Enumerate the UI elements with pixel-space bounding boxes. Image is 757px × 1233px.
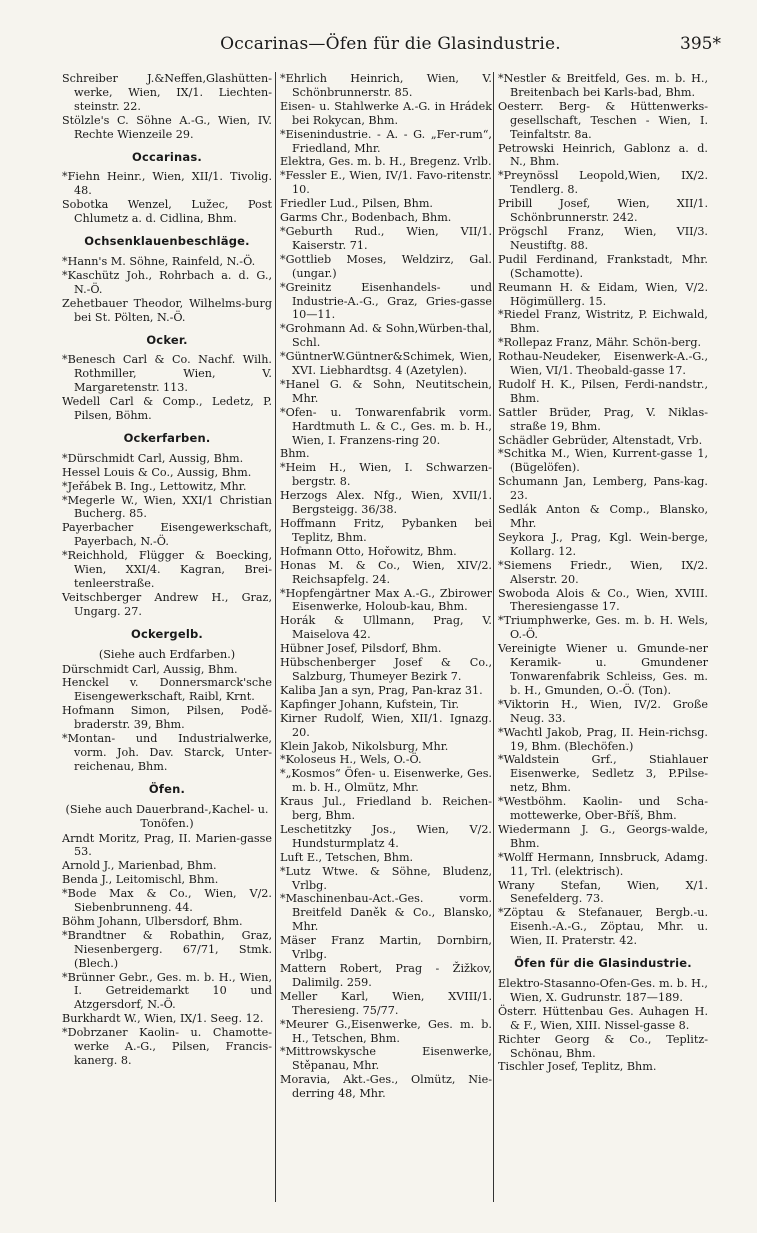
directory-entry: *Reichhold, Flügger & Boecking, Wien, XXI/4. Kagran, Brei-tenleerstraße. bbox=[62, 549, 272, 590]
directory-entry: *Benesch Carl & Co. Nachf. Wilh. Rothmiller, Wien, V. Margaretenstr. 113. bbox=[62, 353, 272, 395]
directory-entry: Meller Karl, Wien, XVIII/1. Theresieng. 75/77. bbox=[280, 989, 492, 1017]
directory-entry: *Westböhm. Kaolin- und Scha-mottewerke, Ober-Bříš, Bhm. bbox=[498, 795, 708, 823]
directory-entry: Friedler Lud., Pilsen, Bhm. bbox=[280, 197, 433, 211]
directory-entry: Schumann Jan, Lemberg, Pans-kag. 23. bbox=[498, 475, 708, 503]
directory-entry: *Fessler E., Wien, IV/1. Favo-ritenstr. 10. bbox=[280, 169, 492, 197]
directory-entry: Hübschenberger Josef & Co., Salzburg, Thumeyer Bezirk 7. bbox=[280, 656, 492, 683]
directory-entry: Schreiber J.&Neffen,Glashütten-werke, Wien, IX/1. Liechten-steinstr. 22. bbox=[62, 72, 272, 113]
directory-entry: *Fiehn Heinr., Wien, XII/1. Tivolig. 48. bbox=[62, 170, 272, 198]
directory-entry: *Brünner Gebr., Ges. m. b. H., Wien, I. Getreidemarkt 10 und Atzgersdorf, N.-Ö. bbox=[62, 970, 272, 1012]
directory-entry: Swoboda Alois & Co., Wien, XVIII. Theresiengasse 17. bbox=[498, 586, 708, 614]
directory-entry: Sedlák Anton & Comp., Blansko, Mhr. bbox=[498, 503, 708, 530]
directory-entry: *GüntnerW.Güntner&Schimek, Wien, XVI. Liebhardtsg. 4 (Azetylen). bbox=[280, 350, 492, 378]
section-heading-ockerfarben: Ockerfarben. bbox=[123, 430, 211, 445]
directory-entry: Kaliba Jan a syn, Prag, Pan-kraz 31. bbox=[280, 683, 483, 697]
directory-entry: Hoffmann Fritz, Pybanken bei Teplitz, Bhm. bbox=[280, 517, 492, 544]
directory-entry: Zehetbauer Theodor, Wilhelms-burg bei St. Pölten, N.-Ö. bbox=[62, 296, 272, 324]
directory-entry: *Mittrowskysche Eisenwerke, Stěpanau, Mhr. bbox=[280, 1045, 492, 1073]
directory-entry: *Hann's M. Söhne, Rainfeld, N.-Ö. bbox=[62, 254, 256, 268]
section-heading-ocker: Ocker. bbox=[146, 332, 188, 347]
directory-entry: *Dobrzaner Kaolin- u. Chamotte-werke A.-G., Pilsen, Francis-kanerg. 8. bbox=[62, 1026, 272, 1067]
directory-entry: Sattler Brüder, Prag, V. Niklas-straße 19, Bhm. bbox=[498, 405, 708, 433]
directory-entry: Arnold J., Marienbad, Bhm. bbox=[62, 859, 217, 873]
directory-entry: Prögschl Franz, Wien, VII/3. Neustiftg. 88. bbox=[498, 224, 708, 252]
directory-entry: Pribill Josef, Wien, XII/1. Schönbrunnerstr. 242. bbox=[498, 197, 708, 225]
directory-entry: Pudil Ferdinand, Frankstadt, Mhr. (Schamotte). bbox=[498, 252, 708, 280]
directory-entry: Leschetitzky Jos., Wien, V/2. Hundsturmplatz 4. bbox=[280, 822, 492, 850]
directory-entry: Hessel Louis & Co., Aussig, Bhm. bbox=[62, 465, 252, 479]
cross-reference-note: (Siehe auch Erdfarben.) bbox=[98, 647, 236, 661]
directory-entry: *Wolff Hermann, Innsbruck, Adamg. 11, Trl. (elektrisch). bbox=[498, 850, 708, 878]
directory-entry: Wedell Carl & Comp., Ledetz, P. Pilsen, Böhm. bbox=[62, 395, 272, 423]
directory-entry: Luft E., Tetschen, Bhm. bbox=[280, 850, 414, 864]
directory-entry: *Schitka M., Wien, Kurrent-gasse 1, (Bügelöfen). bbox=[498, 447, 708, 475]
cross-reference-note: (Siehe auch Dauerbrand-,Kachel- u. Tonöfen.) bbox=[65, 802, 269, 830]
directory-entry: Honas M. & Co., Wien, XIV/2. Reichsapfelg. 24. bbox=[280, 558, 492, 586]
directory-entry: Herzogs Alex. Nfg., Wien, XVII/1. Bergsteigg. 36/38. bbox=[280, 489, 492, 517]
directory-entry: *Dürschmidt Carl, Aussig, Bhm. bbox=[62, 451, 244, 465]
directory-entry: Petrowski Heinrich, Gablonz a. d. N., Bhm. bbox=[498, 141, 708, 169]
directory-entry: Reumann H. & Eidam, Wien, V/2. Högimüllerg. 15. bbox=[498, 280, 708, 308]
directory-entry: *Geburth Rud., Wien, VII/1. Kaiserstr. 71. bbox=[280, 224, 492, 252]
directory-entry: *Ofen- u. Tonwarenfabrik vorm. Hardtmuth L. & C., Ges. m. b. H., Wien, I. Franzens-ring 20. bbox=[280, 405, 492, 447]
directory-entry: Veitschberger Andrew H., Graz, Ungarg. 27. bbox=[62, 590, 272, 618]
directory-entry: Oesterr. Berg- & Hüttenwerks-gesellschaft, Teschen - Wien, I. Teinfaltstr. 8a. bbox=[498, 99, 708, 141]
directory-entry: Henckel v. Donnersmarck'sche Eisengewerkschaft, Raibl, Krnt. bbox=[62, 676, 272, 704]
directory-entry: Wiedermann J. G., Georgs-walde, Bhm. bbox=[498, 822, 708, 850]
section-heading-oefen-glasindustrie: Öfen für die Glasindustrie. bbox=[514, 956, 692, 971]
directory-entry: *Ehrlich Heinrich, Wien, V. Schönbrunnerstr. 85. bbox=[280, 72, 492, 99]
directory-entry: *Lutz Wtwe. & Söhne, Bludenz, Vrlbg. bbox=[280, 864, 492, 892]
directory-entry: Sobotka Wenzel, Lužec, Post Chlumetz a. d. Cidlina, Bhm. bbox=[62, 198, 272, 226]
directory-entry: Rudolf H. K., Pilsen, Ferdi-nandstr., Bhm. bbox=[498, 377, 708, 405]
directory-entry: Hofmann Otto, Hořowitz, Bhm. bbox=[280, 544, 457, 558]
directory-entry: *Montan- und Industrialwerke, vorm. Joh. Dav. Starck, Unter-reichenau, Bhm. bbox=[62, 732, 272, 773]
directory-entry: *Kaschütz Joh., Rohrbach a. d. G., N.-Ö. bbox=[62, 268, 272, 296]
column-1 bbox=[62, 72, 272, 1068]
directory-entry: Eisen- u. Stahlwerke A.-G. in Hrádek bei Rokycan, Bhm. bbox=[280, 99, 492, 127]
column-3 bbox=[498, 72, 708, 1074]
directory-entry: Arndt Moritz, Prag, II. Marien-gasse 53. bbox=[62, 831, 272, 859]
directory-entry: *Hanel G. & Sohn, Neutitschein, Mhr. bbox=[280, 377, 492, 405]
directory-entry: *Koloseus H., Wels, O.-Ö. bbox=[280, 753, 422, 767]
directory-entry: *Gottlieb Moses, Weldzirz, Gal. (ungar.) bbox=[280, 252, 492, 280]
directory-entry: Bhm. bbox=[280, 447, 310, 461]
directory-entry: Benda J., Leitomischl, Bhm. bbox=[62, 873, 219, 887]
directory-entry: Rothau-Neudeker, Eisenwerk-A.-G., Wien, VI/1. Theobald-gasse 17. bbox=[498, 350, 708, 378]
directory-entry: *Nestler & Breitfeld, Ges. m. b. H., Breitenbach bei Karls-bad, Bhm. bbox=[498, 72, 708, 99]
directory-entry: Mattern Robert, Prag - Žižkov, Dalimilg. 259. bbox=[280, 962, 492, 989]
directory-entry: Burkhardt W., Wien, IX/1. Seeg. 12. bbox=[62, 1012, 264, 1026]
directory-entry: Dürschmidt Carl, Aussig, Bhm. bbox=[62, 662, 238, 676]
directory-entry: Seykora J., Prag, Kgl. Wein-berge, Kollarg. 12. bbox=[498, 530, 708, 558]
directory-entry: Kapfinger Johann, Kufstein, Tir. bbox=[280, 697, 460, 711]
directory-entry: Elektra, Ges. m. b. H., Bregenz. Vrlb. bbox=[280, 155, 492, 169]
page-header bbox=[60, 30, 721, 60]
directory-entry: Wrany Stefan, Wien, X/1. Senefelderg. 73. bbox=[498, 878, 708, 906]
directory-entry: Richter Georg & Co., Teplitz-Schönau, Bhm. bbox=[498, 1032, 708, 1060]
directory-entry: Schädler Gebrüder, Altenstadt, Vrb. bbox=[498, 433, 703, 447]
directory-entry: *Meurer G.,Eisenwerke, Ges. m. b. H., Tetschen, Bhm. bbox=[280, 1017, 492, 1045]
directory-entry: *Megerle W., Wien, XXI/1 Christian Bucherg. 85. bbox=[62, 493, 272, 521]
page-title: Occarinas—Öfen für die Glasindustrie. bbox=[220, 34, 561, 54]
directory-entry: Elektro-Stasanno-Ofen-Ges. m. b. H., Wien, X. Gudrunstr. 187—189. bbox=[498, 977, 708, 1004]
directory-entry: *Triumphwerke, Ges. m. b. H. Wels, O.-Ö. bbox=[498, 614, 708, 642]
directory-entry: *Viktorin H., Wien, IV/2. Große Neug. 33. bbox=[498, 697, 708, 725]
directory-entry: *Wachtl Jakob, Prag, II. Hein-richsg. 19, Bhm. (Blechöfen.) bbox=[498, 725, 708, 753]
page-number: 395* bbox=[680, 34, 721, 54]
directory-entry: *Waldstein Grf., Stiahlauer Eisenwerke, Sedletz 3, P.Pilse-netz, Bhm. bbox=[498, 753, 708, 795]
directory-entry: *Hopfengärtner Max A.-G., Zbirower Eisenwerke, Holoub-kau, Bhm. bbox=[280, 586, 492, 614]
directory-entry: Payerbacher Eisengewerkschaft, Payerbach, N.-Ö. bbox=[62, 521, 272, 549]
column-2 bbox=[280, 72, 492, 1101]
directory-entry: Garms Chr., Bodenbach, Bhm. bbox=[280, 211, 452, 225]
section-heading-ochsenklauenbeschlaege: Ochsenklauenbeschläge. bbox=[84, 234, 250, 249]
directory-entry: Tischler Josef, Teplitz, Bhm. bbox=[498, 1060, 657, 1074]
section-heading-ockergelb: Ockergelb. bbox=[131, 626, 203, 641]
directory-entry: *Bode Max & Co., Wien, V/2. Siebenbrunneng. 44. bbox=[62, 887, 272, 915]
directory-entry: Österr. Hüttenbau Ges. Auhagen H. & F., Wien, XIII. Nissel-gasse 8. bbox=[498, 1004, 708, 1032]
directory-entry: *Maschinenbau-Act.-Ges. vorm. Breitfeld Daněk & Co., Blansko, Mhr. bbox=[280, 892, 492, 934]
directory-entry: Stölzle's C. Söhne A.-G., Wien, IV. Rechte Wienzeile 29. bbox=[62, 113, 272, 141]
directory-entry: *Greinitz Eisenhandels- und Industrie-A.-G., Graz, Gries-gasse 10—11. bbox=[280, 280, 492, 322]
directory-entry: Horák & Ullmann, Prag, V. Maiselova 42. bbox=[280, 614, 492, 642]
section-heading-occarinas: Occarinas. bbox=[132, 149, 202, 164]
directory-entry: *Preynössl Leopold,Wien, IX/2. Tendlerg. 8. bbox=[498, 169, 708, 197]
directory-entry: Vereinigte Wiener u. Gmunde-ner Keramik- u. Gmundener Tonwarenfabrik Schleiss, Ges. m. b. H., Gmunden, O.-Ö. (Ton). bbox=[498, 642, 708, 697]
directory-entry: *Brandtner & Robathin, Graz, Niesenbergerg. 67/71, Stmk. (Blech.) bbox=[62, 928, 272, 970]
directory-entry: *Rollepaz Franz, Mähr. Schön-berg. bbox=[498, 336, 702, 350]
directory-entry: *„Kosmos“ Öfen- u. Eisenwerke, Ges. m. b. H., Olmütz, Mhr. bbox=[280, 767, 492, 795]
directory-entry: Moravia, Akt.-Ges., Olmütz, Nie-derring 48, Mhr. bbox=[280, 1073, 492, 1101]
directory-entry: Klein Jakob, Nikolsburg, Mhr. bbox=[280, 739, 449, 753]
directory-entry: *Zöptau & Stefanauer, Bergb.-u. Eisenh.-A.-G., Zöptau, Mhr. u. Wien, II. Praterstr. 42. bbox=[498, 906, 708, 948]
directory-entry: Kraus Jul., Friedland b. Reichen-berg, Bhm. bbox=[280, 795, 492, 823]
directory-entry: *Eisenindustrie. - A. - G. „Fer-rum“, Friedland, Mhr. bbox=[280, 127, 492, 155]
directory-entry: *Jeřábek B. Ing., Lettowitz, Mhr. bbox=[62, 479, 247, 493]
directory-entry: Kirner Rudolf, Wien, XII/1. Ignazg. 20. bbox=[280, 711, 492, 739]
directory-entry: *Riedel Franz, Wistritz, P. Eichwald, Bhm. bbox=[498, 308, 708, 336]
column-divider-2 bbox=[493, 72, 494, 1202]
directory-entry: Böhm Johann, Ulbersdorf, Bhm. bbox=[62, 914, 243, 928]
directory-entry: *Grohmann Ad. & Sohn,Würben-thal, Schl. bbox=[280, 322, 492, 350]
directory-entry: Hofmann Simon, Pilsen, Podě-braderstr. 39, Bhm. bbox=[62, 704, 272, 732]
directory-entry: *Siemens Friedr., Wien, IX/2. Alserstr. 20. bbox=[498, 558, 708, 586]
column-divider-1 bbox=[275, 72, 276, 1202]
directory-entry: *Heim H., Wien, I. Schwarzen-bergstr. 8. bbox=[280, 461, 492, 489]
section-heading-oefen: Öfen. bbox=[148, 781, 186, 796]
directory-entry: Mäser Franz Martin, Dornbirn, Vrlbg. bbox=[280, 934, 492, 962]
directory-entry: Hübner Josef, Pilsdorf, Bhm. bbox=[280, 642, 442, 656]
